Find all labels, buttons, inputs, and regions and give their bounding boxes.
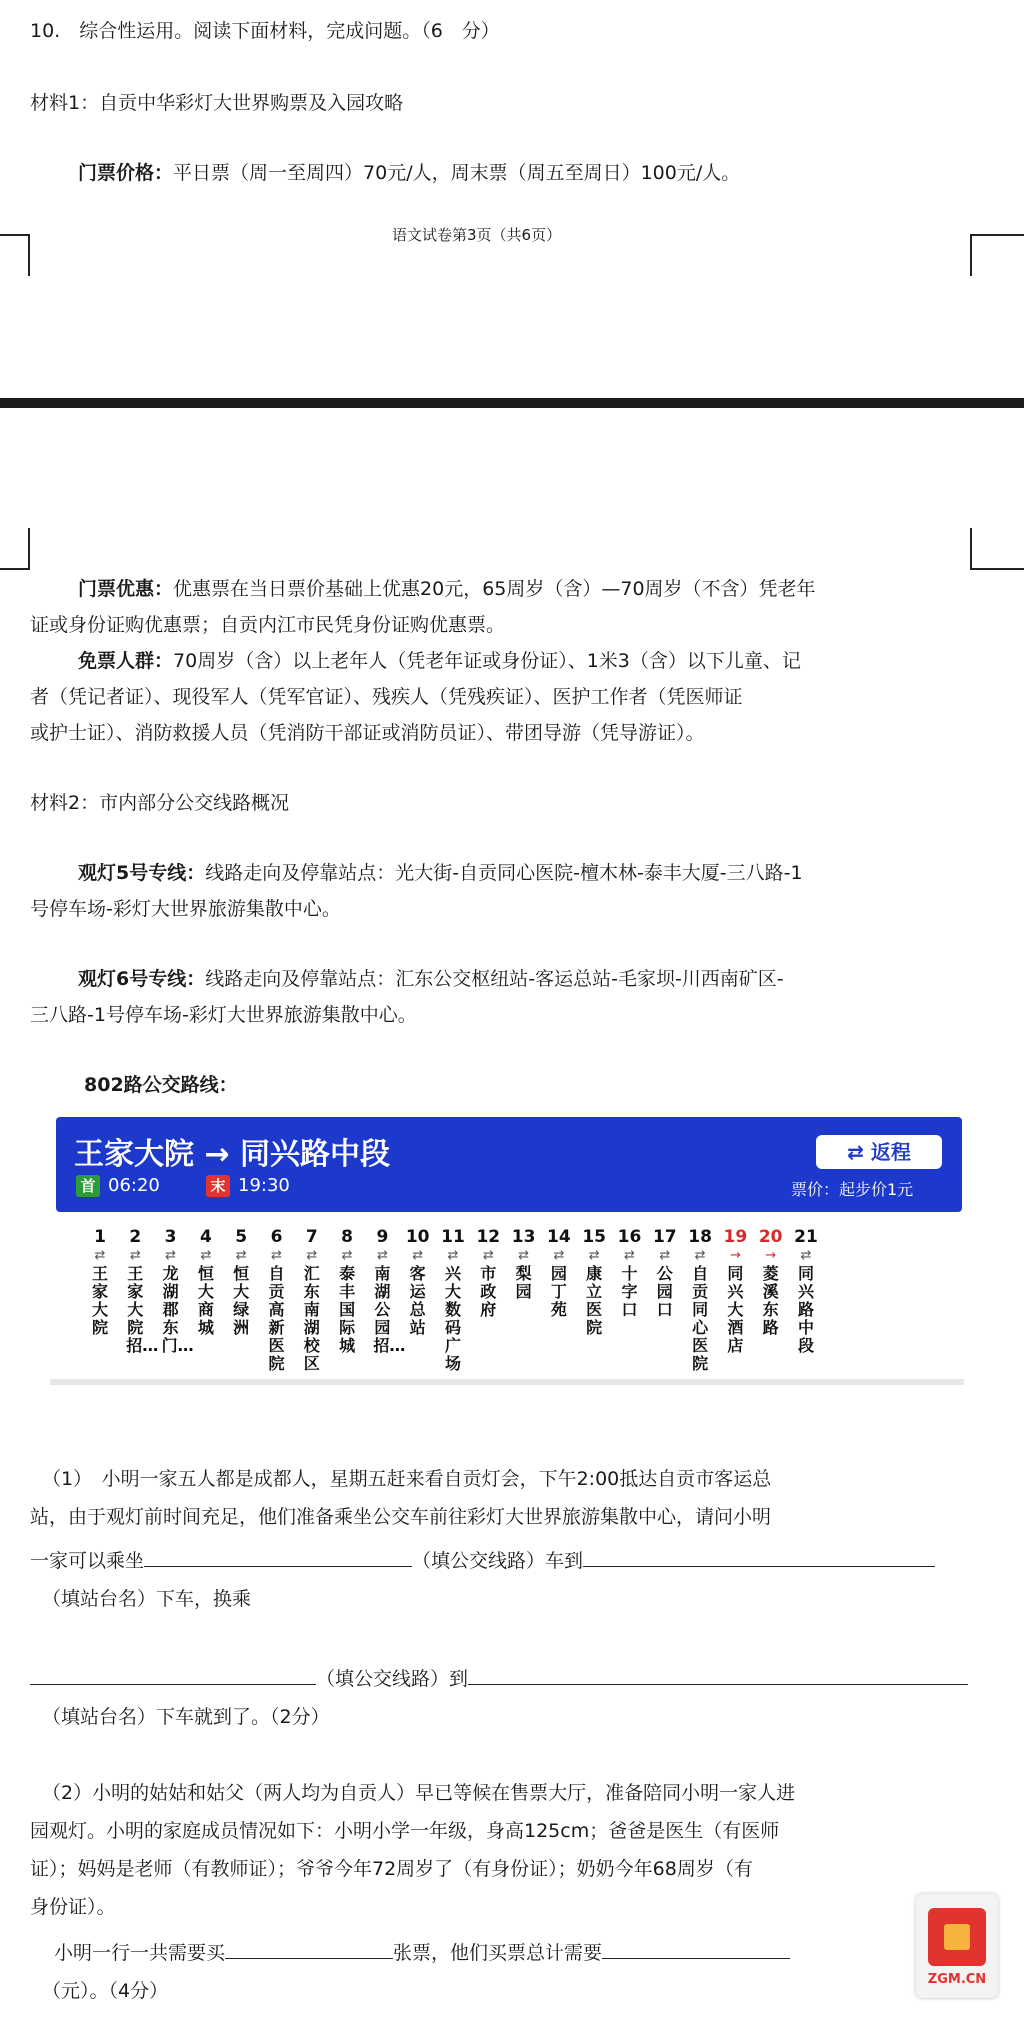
- bus-stop: [84, 1227, 116, 1337]
- q1-bus-line-blank-2[interactable]: [30, 1664, 316, 1685]
- line6-text1: 线路走向及停靠站点：汇东公交枢纽站-客运总站-毛家坝-川西南矿区-: [205, 968, 784, 990]
- bus-stop-name: 十字口: [621, 1264, 638, 1319]
- bidirectional-arrow-icon: ⇄: [271, 1248, 282, 1263]
- bus-stop: [119, 1227, 159, 1355]
- bus-stop-name: 汇东南湖校区: [303, 1264, 320, 1373]
- q1-line6: （填站台名）下车就到了。（2分）: [42, 1706, 330, 1728]
- bus-stop-name: 梨园: [515, 1264, 532, 1301]
- ticket-price-label: 门票价格：: [78, 162, 174, 184]
- line6-label: 观灯6号专线：: [78, 968, 206, 990]
- discount-line2: 证或身份证购优惠票；自贡内江市民凭身份证购优惠票。: [30, 614, 506, 636]
- fare-info: 票价：起步价1元: [791, 1180, 914, 1199]
- crop-mark-top-right-v: [970, 234, 972, 276]
- q1-line5: [30, 1664, 968, 1692]
- bidirectional-arrow-icon: ⇄: [659, 1248, 671, 1263]
- q1-line3: [30, 1546, 935, 1574]
- bus-stop: [472, 1227, 504, 1319]
- page-separator: [0, 398, 1024, 408]
- last-bus-tag: 末: [206, 1175, 230, 1197]
- q1-line2: 站，由于观灯前时间充足，他们准备乘坐公交车前往彩灯大世界旅游集散中心，请问小明: [30, 1506, 772, 1528]
- bus-stop-name: 恒大商城: [197, 1264, 214, 1337]
- bus-stop-name: 王家大院: [91, 1264, 108, 1337]
- q2-line3: 证）；妈妈是老师（有教师证）；爷爷今年72周岁了（有身份证）；奶奶今年68周岁（有: [30, 1858, 753, 1880]
- bus-stop-name: 王家大院招…: [126, 1264, 159, 1355]
- bidirectional-arrow-icon: ⇄: [235, 1248, 247, 1263]
- return-trip-button[interactable]: ⇄ 返程: [816, 1135, 942, 1169]
- bidirectional-arrow-icon: ⇄: [553, 1248, 565, 1263]
- q1-line4: （填站台名）下车，换乘: [42, 1588, 252, 1610]
- bus-stop-number: 4: [199, 1227, 212, 1247]
- question-10-title: 10. 综合性运用。阅读下面材料，完成问题。（6 分）: [30, 20, 500, 42]
- material2-title: 材料2：市内部分公交线路概况: [30, 792, 290, 814]
- bus-stop: [225, 1227, 257, 1337]
- bus-stop-name: 自贡同心医院: [692, 1264, 709, 1373]
- bus-stop: [755, 1227, 787, 1337]
- bus-stop-number: 18: [688, 1227, 712, 1247]
- bidirectional-arrow-icon: ⇄: [412, 1248, 424, 1263]
- bus-stop-number: 19: [723, 1227, 748, 1247]
- bidirectional-arrow-icon: ⇄: [165, 1248, 177, 1263]
- line5-label: 观灯5号专线：: [78, 862, 206, 884]
- bidirectional-arrow-icon: ⇄: [624, 1248, 635, 1263]
- bus-stop-name: 园丁苑: [550, 1264, 567, 1319]
- bidirectional-arrow-icon: ⇄: [200, 1248, 212, 1263]
- bidirectional-arrow-icon: ⇄: [341, 1248, 353, 1263]
- line5-line1: [78, 860, 803, 886]
- q1-stop-blank-1[interactable]: [583, 1546, 935, 1567]
- arrow-right-icon: →: [729, 1248, 741, 1263]
- last-bus-time: 19:30: [238, 1175, 290, 1196]
- free-label: 免票人群：: [78, 650, 174, 672]
- crop-mark-bottom-right-h: [970, 568, 1024, 570]
- bidirectional-arrow-icon: ⇄: [588, 1248, 600, 1263]
- site-logo: [916, 1894, 998, 1998]
- bus-stop-name: 南湖公园招…: [373, 1264, 406, 1355]
- bus-stop-number: 3: [164, 1227, 177, 1247]
- bus-stop-name: 同兴大酒店: [727, 1264, 744, 1355]
- crop-mark-top-left-h: [0, 234, 30, 236]
- crop-mark-bottom-left-v: [28, 528, 30, 570]
- page-footer: 语文试卷第3页（共6页）: [392, 226, 562, 244]
- discount-text1: 优惠票在当日票价基础上优惠20元，65周岁（含）—70周岁（不含）凭老年: [173, 578, 816, 600]
- q1-stop-blank-2[interactable]: [468, 1664, 968, 1685]
- bus-stop: [578, 1227, 610, 1337]
- crop-mark-top-right-h: [970, 234, 1024, 236]
- first-bus-time: 06:20: [108, 1175, 160, 1196]
- bus-stop-name: 兴大数码广场: [444, 1264, 461, 1373]
- bus-stop-number: 20: [758, 1227, 783, 1247]
- bus-stop-number: 5: [235, 1227, 248, 1247]
- bus-stop-name: 恒大绿洲: [233, 1264, 250, 1337]
- bus-stop-number: 6: [270, 1227, 283, 1247]
- bus-stop: [649, 1227, 681, 1319]
- bus-stop-name: 市政府: [480, 1264, 497, 1319]
- bus-stop: [719, 1227, 751, 1355]
- bus-stop-name: 菱溪东路: [762, 1264, 779, 1337]
- bus-stop-name: 泰丰国际城: [339, 1264, 356, 1355]
- bus-stop-number: 17: [652, 1227, 677, 1247]
- arrow-right-icon: →: [765, 1248, 777, 1263]
- bus-stop-name: 龙湖郡东门…: [161, 1264, 194, 1355]
- bus-stop-name: 客运总站: [409, 1264, 426, 1337]
- bus-stop: [437, 1227, 469, 1373]
- bus-stop-number: 11: [441, 1227, 465, 1247]
- free-line3: 或护士证）、消防救援人员（凭消防干部证或消防员证）、带团导游（凭导游证）。: [30, 722, 705, 744]
- line5-text1: 线路走向及停靠站点：光大街-自贡同心医院-檀木林-泰丰大厦-三八路-1: [205, 862, 803, 884]
- bus-stop-number: 14: [547, 1227, 571, 1247]
- q1-line5-text: （填公交线路）到: [316, 1668, 469, 1690]
- bus-stop-number: 8: [341, 1227, 354, 1247]
- q2-line6: （元）。（4分）: [42, 1980, 169, 2002]
- discount-line1: [78, 576, 816, 602]
- bus-stop: [261, 1227, 293, 1373]
- q2-ticket-count-blank[interactable]: [225, 1938, 393, 1959]
- card-shadow: [50, 1379, 964, 1385]
- ticket-price-text: 平日票（周一至周四）70元/人，周末票（周五至周日）100元/人。: [173, 162, 741, 184]
- bus802-title: 802路公交路线：: [84, 1074, 238, 1096]
- bus-stop-number: 12: [476, 1227, 501, 1247]
- bus-stop: [790, 1227, 822, 1355]
- q1-bus-line-blank-1[interactable]: [144, 1546, 412, 1567]
- first-bus-tag: 首: [76, 1175, 100, 1197]
- bus-stop-number: 15: [582, 1227, 607, 1247]
- line6-line2: 三八路-1号停车场-彩灯大世界旅游集散中心。: [30, 1004, 417, 1026]
- q1-line3-b: （填公交线路）车到: [412, 1550, 584, 1572]
- logo-mark-icon: [928, 1908, 986, 1966]
- bus-stop: [331, 1227, 363, 1355]
- bus-stop: [684, 1227, 716, 1373]
- q2-line5-b: 张票，他们买票总计需要: [393, 1942, 603, 1964]
- bidirectional-arrow-icon: ⇄: [129, 1248, 141, 1263]
- free-text1: 70周岁（含）以上老年人（凭老年证或身份证）、1米3（含）以下儿童、记: [173, 650, 801, 672]
- bidirectional-arrow-icon: ⇄: [447, 1248, 459, 1263]
- crop-mark-bottom-right-v: [970, 528, 972, 570]
- bus-stop: [543, 1227, 575, 1319]
- bus-stop-name: 同兴路中段: [797, 1264, 814, 1355]
- bus-stop-number: 2: [129, 1227, 142, 1247]
- bidirectional-arrow-icon: ⇄: [376, 1248, 388, 1263]
- bidirectional-arrow-icon: ⇄: [306, 1248, 318, 1263]
- bus-stop: [190, 1227, 222, 1337]
- q2-total-cost-blank[interactable]: [602, 1938, 790, 1959]
- bus-stop: [402, 1227, 434, 1337]
- bus-stop: [614, 1227, 646, 1319]
- q2-line1: （2）小明的姑姑和姑父（两人均为自贡人）早已等候在售票大厅，准备陪同小明一家人进: [42, 1782, 796, 1804]
- crop-mark-top-left-v: [28, 234, 30, 276]
- line6-line1: [78, 966, 784, 992]
- bus-route-header: [56, 1117, 962, 1212]
- bidirectional-arrow-icon: ⇄: [518, 1248, 530, 1263]
- bus-stop-number: 10: [405, 1227, 430, 1247]
- bus-stop: [155, 1227, 194, 1355]
- discount-label: 门票优惠：: [78, 578, 174, 600]
- bus-stop-name: 公园口: [656, 1264, 673, 1319]
- bus-route-card: [40, 1117, 964, 1387]
- bidirectional-arrow-icon: ⇄: [800, 1248, 812, 1263]
- material1-title: 材料1：自贡中华彩灯大世界购票及入园攻略: [30, 92, 404, 114]
- bus-stop-number: 16: [617, 1227, 642, 1247]
- ticket-price: [78, 160, 740, 186]
- free-line1: [78, 648, 801, 674]
- bidirectional-arrow-icon: ⇄: [94, 1248, 106, 1263]
- bidirectional-arrow-icon: ⇄: [482, 1248, 494, 1263]
- bus-stop-number: 13: [511, 1227, 536, 1247]
- bus-stop: [366, 1227, 406, 1355]
- bus-stop-number: 21: [794, 1227, 818, 1247]
- q2-line5: [54, 1938, 790, 1966]
- bus-stop-name: 康立医院: [586, 1264, 603, 1337]
- line5-line2: 号停车场-彩灯大世界旅游集散中心。: [30, 898, 341, 920]
- bus-stop-number: 7: [305, 1227, 318, 1247]
- bidirectional-arrow-icon: ⇄: [694, 1248, 706, 1263]
- q1-line1: （1） 小明一家五人都是成都人，星期五赶来看自贡灯会，下午2:00抵达自贡市客运总: [42, 1468, 772, 1490]
- bus-stop: [508, 1227, 540, 1301]
- logo-text: ZGM.CN: [927, 1972, 987, 1987]
- route-title: 王家大院 → 同兴路中段: [74, 1137, 391, 1172]
- free-line2: 者（凭记者证）、现役军人（凭军官证）、残疾人（凭残疾证）、医护工作者（凭医师证: [30, 686, 743, 708]
- q2-line5-a: 小明一行一共需要买: [54, 1942, 226, 1964]
- q2-line4: 身份证）。: [30, 1896, 116, 1918]
- bus-stop: [296, 1227, 328, 1373]
- bus-stop-number: 1: [94, 1227, 106, 1247]
- q1-line3-a: 一家可以乘坐: [30, 1550, 145, 1572]
- bus-stop-number: 9: [376, 1227, 389, 1247]
- bus-stop-name: 自贡高新医院: [268, 1264, 285, 1373]
- crop-mark-bottom-left-h: [0, 568, 30, 570]
- q2-line2: 园观灯。小明的家庭成员情况如下：小明小学一年级，身高125cm；爸爸是医生（有医师: [30, 1820, 780, 1842]
